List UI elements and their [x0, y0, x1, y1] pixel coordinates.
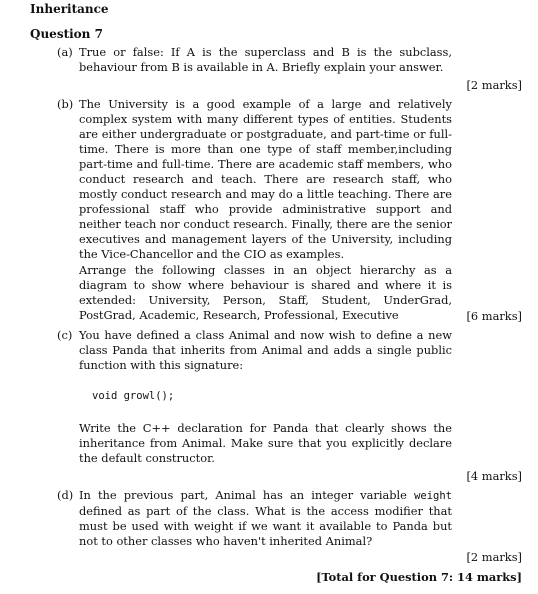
part-b-label: (b)	[57, 97, 74, 111]
part-c-text: You have defined a class Animal and now wish to define a new class Panda that inherits from Animal and adds a single public function with this signature:	[79, 328, 452, 372]
part-d-text-after: defined as part of the class. What is the access modifier that must be used with weight if we want it available to Panda but not to other classes who haven't inherited Animal?	[79, 504, 452, 548]
part-a-marks: [2 marks]	[466, 78, 522, 92]
part-d-marks: [2 marks]	[466, 550, 522, 564]
part-a-text: True or false: If A is the superclass and B is the subclass, behaviour from B is available in A. Briefly explain your answer.	[79, 45, 452, 74]
section-title: Inheritance	[30, 2, 109, 16]
part-a-label: (a)	[57, 45, 73, 59]
part-c-marks: [4 marks]	[466, 469, 522, 483]
part-d	[57, 488, 452, 549]
part-d-label: (d)	[57, 488, 74, 502]
part-b-marks: [6 marks]	[466, 309, 522, 323]
part-c-text2: Write the C++ declaration for Panda that clearly shows the inheritance from Animal. Make sure that you explicitly declare the default constructor.	[79, 421, 452, 465]
question-title: Question 7	[30, 27, 103, 41]
part-c-label: (c)	[57, 328, 73, 342]
question-total: [Total for Question 7: 14 marks]	[316, 570, 522, 584]
part-b-text2: Arrange the following classes in an object hierarchy as a diagram to show where behaviour is shared and where it is extended: University, Person, Staff, Student, UnderGrad, PostGrad, Academic, Research, Professional, Executive	[79, 263, 452, 322]
part-c	[57, 328, 452, 373]
part-d-inline-code: weight	[414, 490, 453, 502]
part-d-text-before: In the previous part, Animal has an integer variable	[79, 488, 407, 502]
part-b	[57, 97, 452, 323]
part-a	[57, 45, 452, 75]
part-c-code: void growl();	[92, 390, 175, 402]
part-c-body2	[57, 421, 452, 466]
part-d-text	[79, 488, 452, 549]
part-b-text: The University is a good example of a large and relatively complex system with many different types of entities. Students are either undergraduate or postgraduate, and part-time or full-time. There is more than one type of staff member,including part-time and full-time. There are academic staff members, who conduct research and teach. There are research staff, who mostly conduct research and may do a little teaching. There are professional staff who provide administrative support and neither teach nor conduct research. Finally, there are the senior executives and management layers of the University, including the Vice-Chancellor and the CIO as examples.	[79, 97, 452, 261]
